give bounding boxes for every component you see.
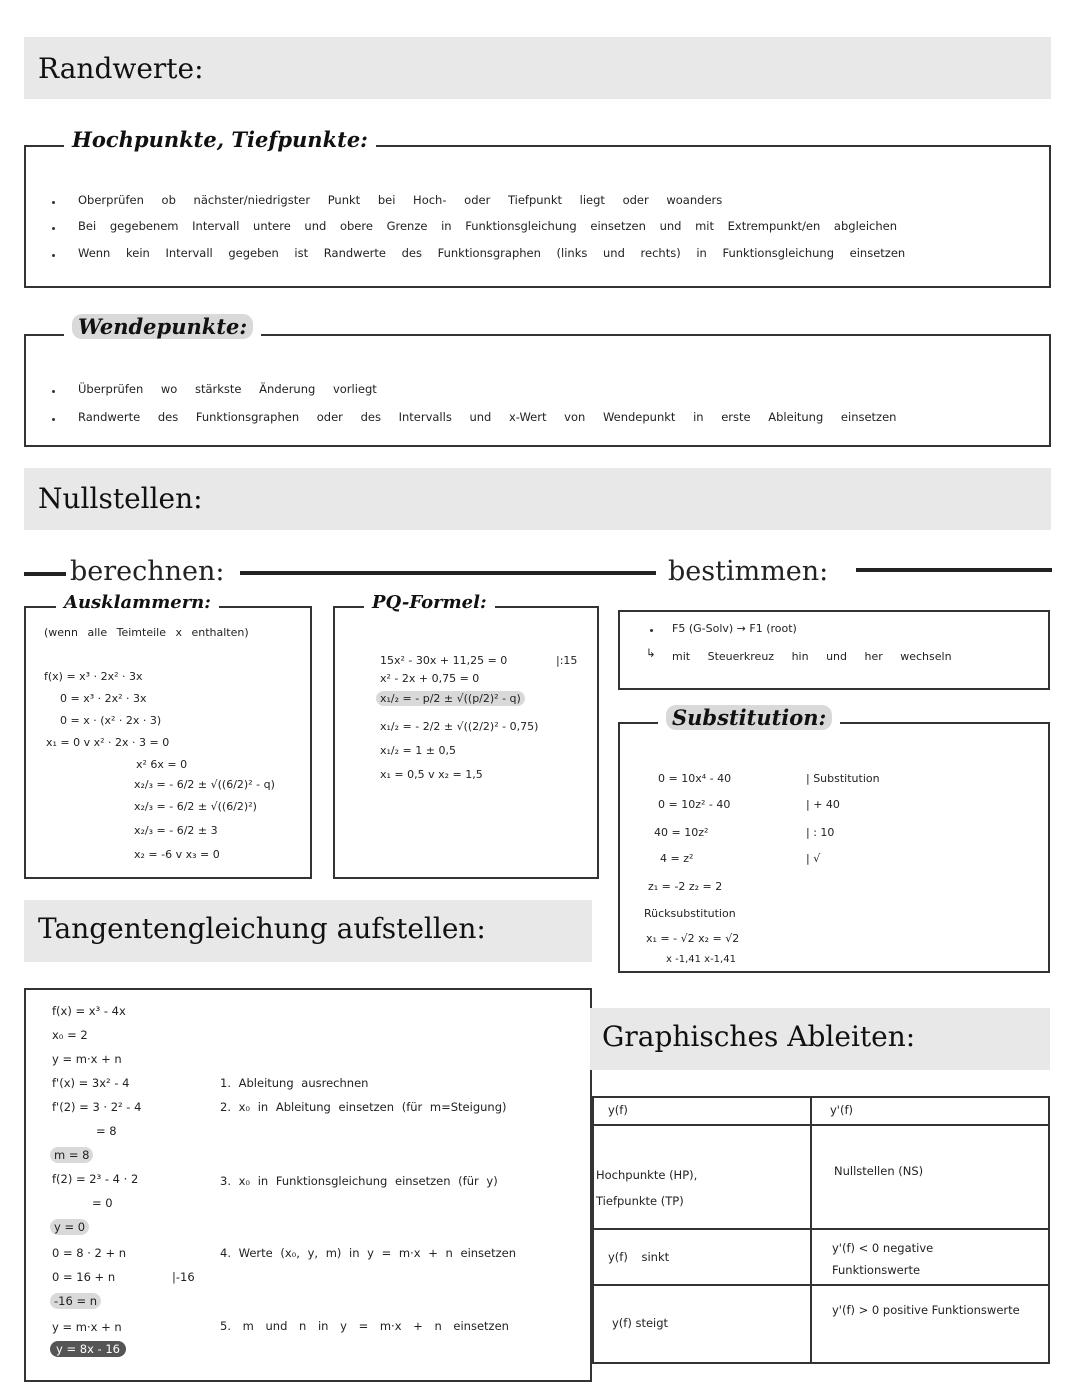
table-cell-hp-tp: Hochpunkte (HP), Tiefpunkte (TP) xyxy=(596,1168,698,1208)
tangente-step-5: 5. m und n in y = m·x + n einsetzen xyxy=(220,1319,509,1333)
hochpunkte-box xyxy=(24,145,1051,288)
wendepunkte-heading: Wendepunkte: xyxy=(64,314,261,339)
tangente-step-4: 4. Werte (x₀, y, m) in y = m·x + n einsetzen xyxy=(220,1246,517,1260)
ausklammern-line-7: x₂/₃ = - 6/2 ± √((6/2)²) xyxy=(134,800,257,813)
ausklammern-note: (wenn alle Teimteile x enthalten) xyxy=(44,626,249,639)
tangente-calc-1: f(x) = x³ - 4x xyxy=(52,1004,126,1018)
tangente-calc-9: = 0 xyxy=(92,1196,113,1210)
bullet xyxy=(52,418,55,421)
tangente-calc-14: y = m·x + n xyxy=(52,1320,122,1334)
tangente-calc-4: f'(x) = 3x² - 4 xyxy=(52,1076,130,1090)
substitution-line-6: Rücksubstitution xyxy=(644,907,736,920)
randwerte-title: Randwerte: xyxy=(38,52,204,85)
substitution-note-1: | Substitution xyxy=(806,772,880,785)
pq-line-5: x₁/₂ = 1 ± 0,5 xyxy=(380,744,456,757)
tangente-calc-12: 0 = 16 + n xyxy=(52,1270,116,1284)
table-cell-negativ: y'(f) < 0 negative Funktionswerte xyxy=(832,1241,934,1277)
divider-line xyxy=(24,572,66,576)
pq-line-3: x₁/₂ = - p/2 ± √((p/2)² - q) xyxy=(376,692,525,705)
substitution-line-4: 4 = z² xyxy=(660,852,694,865)
arrow-right-down-icon: ↳ xyxy=(646,646,656,660)
table-row xyxy=(810,1284,1050,1364)
tangente-calc-10: y = 0 xyxy=(50,1220,89,1234)
pq-line-1: 15x² - 30x + 11,25 = 0 xyxy=(380,654,508,667)
tangente-side-note: |-16 xyxy=(172,1270,195,1284)
table-cell-steigt: y(f) steigt xyxy=(612,1316,669,1330)
pq-line-2: x² - 2x + 0,75 = 0 xyxy=(380,672,480,685)
berechnen-heading: berechnen: xyxy=(70,556,225,587)
hochpunkte-line-2: Bei gegebenem Intervall untere und obere Grenze in Funktionsgleichung einsetzen und mit Extrempunkt/en abgleichen xyxy=(78,219,898,233)
tangente-calc-5: f'(2) = 3 · 2² - 4 xyxy=(52,1100,142,1114)
substitution-line-2: 0 = 10z² - 40 xyxy=(658,798,731,811)
hochpunkte-line-3: Wenn kein Intervall gegeben ist Randwerte des Funktionsgraphen (links und rechts) in Funktionsgleichung einsetzen xyxy=(78,246,906,260)
divider-line xyxy=(240,571,656,575)
bullet xyxy=(52,227,55,230)
ausklammern-line-1: f(x) = x³ · 2x² · 3x xyxy=(44,670,143,683)
hochpunkte-line-1: Oberprüfen ob nächster/niedrigster Punkt bei Hoch- oder Tiefpunkt liegt oder woanders xyxy=(78,193,723,207)
bestimmen-heading: bestimmen: xyxy=(668,556,829,587)
ausklammern-line-4: x₁ = 0 v x² · 2x · 3 = 0 xyxy=(46,736,170,749)
substitution-heading: Substitution: xyxy=(658,705,840,730)
tangente-calc-8: f(2) = 2³ - 4 · 2 xyxy=(52,1172,139,1186)
substitution-line-7: x₁ = - √2 x₂ = √2 xyxy=(646,932,740,945)
pq-formel-box xyxy=(333,606,599,879)
substitution-line-5: z₁ = -2 z₂ = 2 xyxy=(648,880,723,893)
ausklammern-heading: Ausklammern: xyxy=(56,592,219,613)
graphisch-title: Graphisches Ableiten: xyxy=(602,1020,916,1053)
hochpunkte-heading: Hochpunkte, Tiefpunkte: xyxy=(64,127,376,152)
pq-line-4: x₁/₂ = - 2/2 ± √((2/2)² - 0,75) xyxy=(380,720,539,733)
ausklammern-line-2: 0 = x³ · 2x² · 3x xyxy=(60,692,147,705)
divider-line xyxy=(856,568,1052,572)
substitution-note-2: | + 40 xyxy=(806,798,840,811)
pq-side-note: |:15 xyxy=(556,654,578,667)
pq-line-6: x₁ = 0,5 v x₂ = 1,5 xyxy=(380,768,483,781)
substitution-line-3: 40 = 10z² xyxy=(654,826,709,839)
table-header-yf-prime: y'(f) xyxy=(830,1103,853,1117)
wendepunkte-line-1: Überprüfen wo stärkste Änderung vorliegt xyxy=(78,382,377,396)
tangente-calc-2: x₀ = 2 xyxy=(52,1028,88,1042)
substitution-note-3: | : 10 xyxy=(806,826,835,839)
ausklammern-line-6: x₂/₃ = - 6/2 ± √((6/2)² - q) xyxy=(134,778,275,791)
substitution-line-1: 0 = 10x⁴ - 40 xyxy=(658,772,732,785)
tangente-calc-3: y = m·x + n xyxy=(52,1052,122,1066)
substitution-note-4: | √ xyxy=(806,852,821,865)
tangente-step-1: 1. Ableitung ausrechnen xyxy=(220,1076,369,1090)
tangente-calc-6: = 8 xyxy=(96,1124,117,1138)
ausklammern-line-8: x₂/₃ = - 6/2 ± 3 xyxy=(134,824,218,837)
bullet xyxy=(52,390,55,393)
tangente-calc-7: m = 8 xyxy=(50,1148,93,1162)
tangente-calc-13: -16 = n xyxy=(50,1294,101,1308)
wendepunkte-line-2: Randwerte des Funktionsgraphen oder des Intervalls und x-Wert von Wendepunkt in erste Ableitung einsetzen xyxy=(78,410,897,424)
tangente-result: y = 8x - 16 xyxy=(50,1342,126,1356)
ausklammern-line-9: x₂ = -6 v x₃ = 0 xyxy=(134,848,220,861)
table-cell-positiv: y'(f) > 0 positive Funktionswerte xyxy=(832,1303,1020,1317)
tangente-step-2: 2. x₀ in Ableitung einsetzen (für m=Steigung) xyxy=(220,1100,507,1114)
ausklammern-line-3: 0 = x · (x² · 2x · 3) xyxy=(60,714,162,727)
bullet xyxy=(650,629,653,632)
tangente-step-3: 3. x₀ in Funktionsgleichung einsetzen (für y) xyxy=(220,1174,498,1188)
bullet xyxy=(52,201,55,204)
table-header-yf: y(f) xyxy=(608,1103,628,1117)
table-cell-sinkt: y(f) sinkt xyxy=(608,1250,670,1264)
bestimmen-line-1: F5 (G-Solv) → F1 (root) xyxy=(672,622,797,635)
bullet xyxy=(52,254,55,257)
ausklammern-line-5: x² 6x = 0 xyxy=(136,758,188,771)
pq-formel-heading: PQ-Formel: xyxy=(364,592,495,613)
nullstellen-title: Nullstellen: xyxy=(38,482,203,515)
substitution-line-8: x -1,41 x-1,41 xyxy=(666,954,736,965)
table-cell-ns: Nullstellen (NS) xyxy=(834,1164,924,1178)
tangente-title: Tangentengleichung aufstellen: xyxy=(38,912,486,945)
bestimmen-line-2: mit Steuerkreuz hin und her wechseln xyxy=(672,650,952,663)
tangente-calc-11: 0 = 8 · 2 + n xyxy=(52,1246,127,1260)
